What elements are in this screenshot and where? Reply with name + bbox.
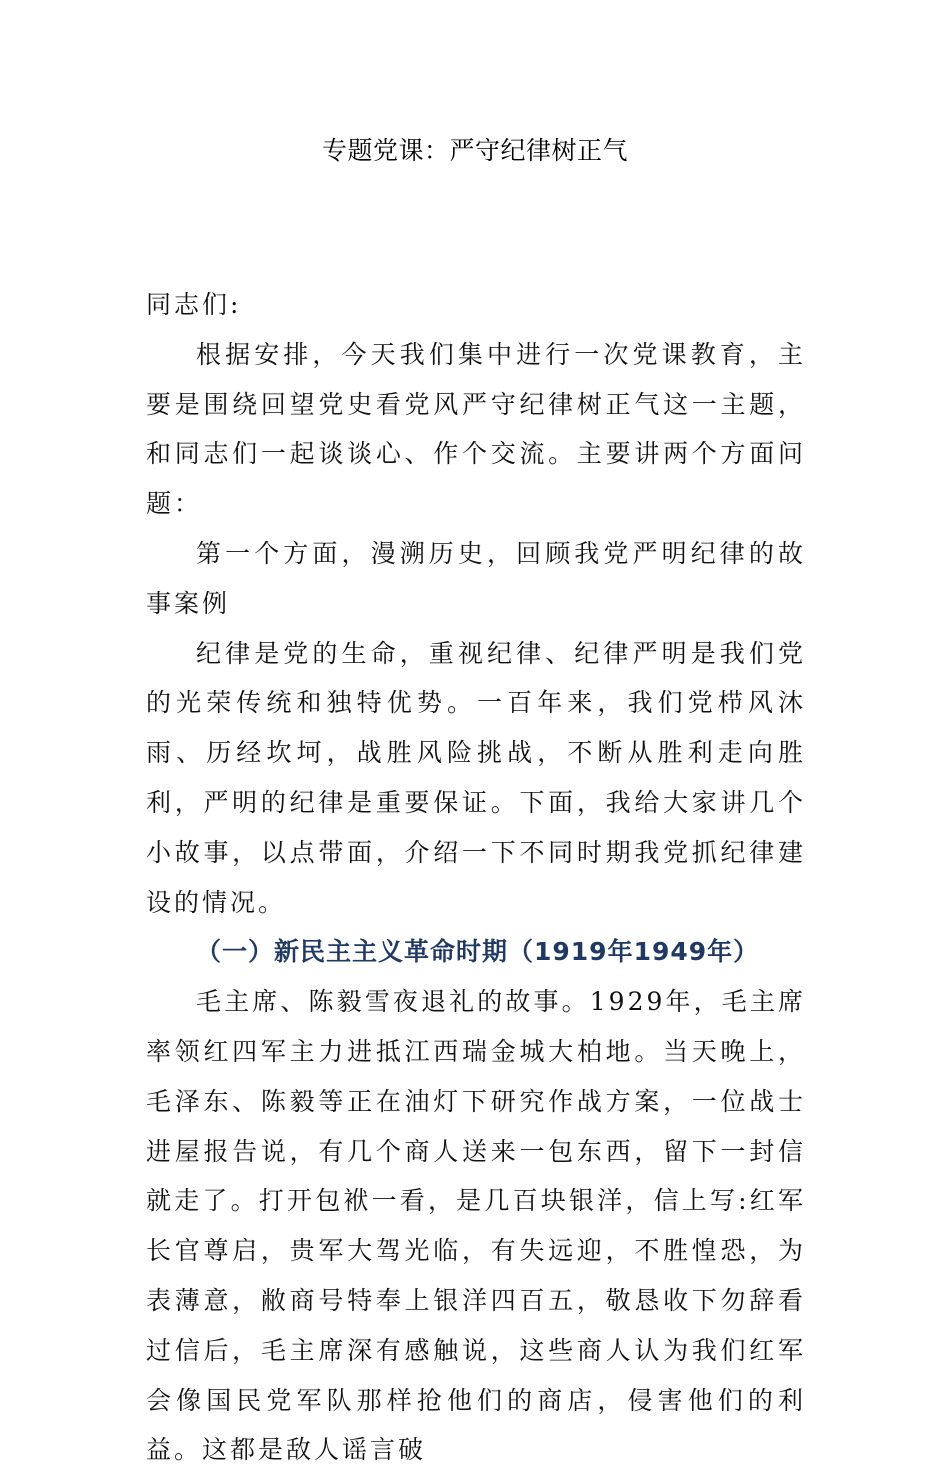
intro-paragraph: 根据安排，今天我们集中进行一次党课教育，主要是围绕回望党史看党风严守纪律树正气这一主题，和同志们一起谈谈心、作个交流。主要讲两个方面问题： — [146, 339, 806, 519]
document-title: 专题党课：严守纪律树正气 — [321, 136, 628, 165]
document-body — [146, 280, 806, 1475]
story-paragraph: 毛主席、陈毅雪夜退礼的故事。1929年，毛主席率领红四军主力进抵江西瑞金城大柏地。当天晚上，毛泽东、陈毅等正在油灯下研究作战方案，一位战士进屋报告说，有几个商人送来一包东西，留下一封信就走了。打开包袱一看，是几百块银洋，信上写:红军长官尊启，贵军大驾光临，有失远迎，不胜惶恐，为表薄意，敝商号特奉上银洋四百五，敬恳收下勿辞看过信后，毛主席深有感触说，这些商人认为我们红军会像国民党军队那样抢他们的商店，侵害他们的利益。这都是敌人谣言破 — [146, 987, 806, 1465]
discipline-paragraph: 纪律是党的生命，重视纪律、纪律严明是我们党的光荣传统和独特优势。一百年来，我们党栉风沐雨、历经坎坷，战胜风险挑战，不断从胜利走向胜利，严明的纪律是重要保证。下面，我给大家讲几个小故事，以点带面，介绍一下不同时期我党抓纪律建设的情况。 — [146, 638, 806, 917]
subsection-heading: （一）新民主主义革命时期（1919年1949年） — [196, 937, 760, 967]
salutation: 同志们: — [146, 290, 242, 319]
section-one-heading: 第一个方面，漫溯历史，回顾我党严明纪律的故事案例 — [146, 538, 806, 618]
